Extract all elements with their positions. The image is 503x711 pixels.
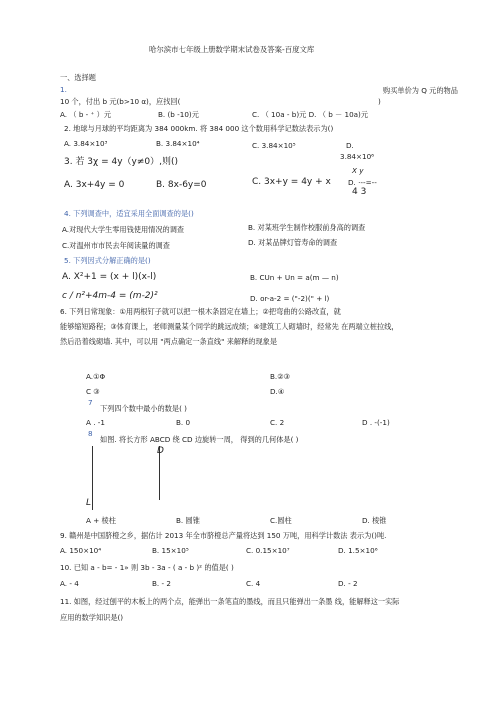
- q8-option-b: B. 圆锥: [176, 516, 200, 525]
- q9-option-c: C. 0.15×10⁷: [246, 546, 290, 555]
- q5-option-d: D. or-a-2 = ("-2)(" + l): [250, 294, 330, 303]
- q8-option-c: C.圆柱: [270, 516, 292, 525]
- q7-number: 7: [88, 398, 93, 407]
- q3-text: 3. 若 3χ = 4y（y≠0）,则(): [64, 157, 179, 167]
- q3-option-a: A. 3x+4y = 0: [64, 180, 125, 190]
- q6-text: 6. 下列日常现象：①用两根钉子就可以把一根木条固定在墙上；②把弯曲的公路改直，就: [60, 307, 341, 316]
- q10-option-b: B. - 2: [152, 579, 171, 588]
- q5-option-b: B. CUn + Un = a(m — n): [250, 273, 339, 282]
- q6-option-d: D.④: [270, 387, 285, 396]
- q10-text: 10. 已知 a - b= - 1» 则 3b - 3a - ( a - b )² 的值是( ): [60, 563, 234, 572]
- q4-option-c: C.对温州市市民去年阅读量的调查: [62, 241, 170, 250]
- q9-option-d: D. 1.5×10⁶: [338, 546, 378, 555]
- q2-option-c: C. 3.84×10⁵: [252, 141, 296, 150]
- q7-option-a: A . -1: [86, 418, 105, 427]
- q7-option-d: D . -(-1): [362, 418, 390, 427]
- q2-option-d: D.: [346, 141, 354, 150]
- figure-label-l: L: [86, 498, 92, 508]
- q3-frac-top: X y: [352, 166, 364, 175]
- q1-number: 1.: [60, 85, 67, 94]
- q5-option-c: c / n²+4m-4 = (m-2)²: [62, 291, 158, 301]
- q2-option-b: B. 3.84×10⁴: [156, 139, 200, 148]
- figure-label-d: D: [157, 446, 164, 456]
- q4-option-b: B. 对某班学生制作校服前身高的调查: [248, 223, 366, 232]
- section-heading: 一、选择题: [60, 73, 96, 82]
- q3-option-c: C. 3x+y = 4y + x: [252, 177, 331, 187]
- q7-text: 下列四个数中最小的数是( ): [100, 404, 187, 413]
- q3-option-d: D. ·--=--: [348, 178, 377, 187]
- q10-option-a: A. - 4: [60, 579, 79, 588]
- q3-option-b: B. 8x-6y=0: [156, 180, 207, 190]
- q4-option-d: D. 对某品牌灯管寿命的调查: [248, 238, 338, 247]
- q1-line2: 10 个，付出 b 元(b>10 α)，应找回(: [60, 97, 181, 106]
- q5-text: 5. 下列因式分解正确的是(): [64, 256, 151, 265]
- q6-option-b: B.②③: [270, 372, 291, 381]
- q2-option-a: A. 3.84×10³: [64, 139, 108, 148]
- q8-text: 如图. 将长方形 ABCD 绕 CD 边旋转一周， 得到的几何体是( ): [100, 435, 299, 444]
- q5-option-a: A. X²+1 = (x + l)(x-l): [62, 272, 157, 282]
- q4-option-a: A.对现代大学生零用钱使用情况的调查: [62, 225, 185, 234]
- q10-option-d: D. - 2: [338, 579, 358, 588]
- q1-paren: ): [378, 97, 381, 106]
- q1-text-right: 购买单价为 Q 元的物品: [383, 86, 458, 95]
- figure-rectangle-abcd: [88, 446, 168, 512]
- q11-line2: 应用的数学知识是(): [60, 613, 124, 622]
- q10-option-c: C. 4: [246, 579, 261, 588]
- q7-option-c: C. 2: [270, 418, 285, 427]
- q1-option-cd: C. （ 10a - b)元 D. （ b － 10a)元: [252, 110, 369, 119]
- q3-frac-bottom: 4 3: [352, 187, 367, 197]
- q2-option-d-value: 3.84×10⁶: [340, 152, 375, 161]
- q6-option-a: A.①Φ: [86, 372, 106, 381]
- q1-option-a: A. （ b - ⁺ ）元: [60, 110, 112, 119]
- q9-option-a: A. 150×10⁴: [60, 546, 102, 555]
- q4-text: 4. 下列调查中，适宜采用全面调查的是(): [64, 209, 194, 218]
- q6-line3: 然后沿着线砌墙. 其中，可以用 "两点确定一条直线" 来解释的现象是: [60, 337, 278, 346]
- q9-text: 9. 赣州是中国脐橙之乡，据估计 2013 年全市脐橙总产量将达到 150 万吨，用科学计数法 表示为()吨.: [60, 531, 387, 540]
- q1-option-b: B. (b -10)元: [158, 110, 199, 119]
- q8-option-d: D. 棱锥: [362, 516, 387, 525]
- page-title: 哈尔滨市七年级上册数学期末试卷及答案-百度文库: [149, 45, 315, 54]
- q6-line2: 能够缩短路程；③体育课上，老师测量某个同学的跳远成绩；④建筑工人砌墙时，经常先 在两端立桩拉线，: [60, 322, 399, 331]
- figure-left-edge: [92, 446, 93, 510]
- q8-number: 8: [88, 429, 93, 438]
- q6-option-c: C ③: [86, 387, 100, 396]
- q11-text: 11. 如图，经过刨平的木板上的两个点，能弹出一条笔直的墨线，而且只能弹出一条墨 线，能解释这一实际: [60, 597, 400, 606]
- q7-option-b: B. 0: [176, 418, 191, 427]
- q2-text: 2. 地球与月球的平均距离为 384 000km. 将 384 000 这个数用科学记数法表示为(): [64, 124, 334, 133]
- q8-option-a: A + 棱柱: [86, 516, 116, 525]
- q9-option-b: B. 15×10⁵: [152, 546, 189, 555]
